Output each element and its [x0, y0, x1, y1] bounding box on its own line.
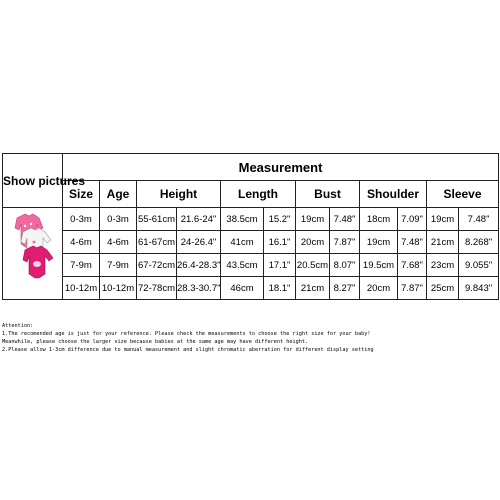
bodysuit-magenta-icon: [23, 246, 53, 278]
cell-sleeve-in: 8.268": [459, 231, 499, 254]
cell-size: 0-3m: [63, 208, 100, 231]
header-bust: Bust: [296, 181, 360, 208]
notes-heading: Attention:: [2, 323, 34, 329]
note-age-reference: 1.The recomended age is just for your reference. Please check the measurements to choose the right size for your baby!: [2, 331, 371, 337]
cell-length-cm: 43.5cm: [221, 254, 264, 277]
cell-length-in: 18.1": [264, 277, 296, 300]
header-shoulder: Shoulder: [360, 181, 427, 208]
cell-length-in: 16.1": [264, 231, 296, 254]
cell-sleeve-cm: 23cm: [427, 254, 459, 277]
cell-shoulder-cm: 19.5cm: [360, 254, 398, 277]
cell-age: 0-3m: [100, 208, 137, 231]
header-age: Age: [100, 181, 137, 208]
note-larger-size: Meanwhile, please choose the larger size because babies at the same age may have different height.: [2, 339, 309, 345]
cell-height-in: 24-26.4": [177, 231, 221, 254]
cell-bust-cm: 19cm: [296, 208, 330, 231]
cell-height-cm: 72-78cm: [137, 277, 177, 300]
cell-sleeve-cm: 19cm: [427, 208, 459, 231]
product-picture-cell: [3, 208, 63, 300]
cell-height-in: 21.6-24": [177, 208, 221, 231]
cell-sleeve-in: 9.843": [459, 277, 499, 300]
cell-height-cm: 55-61cm: [137, 208, 177, 231]
cell-sleeve-in: 9.055": [459, 254, 499, 277]
table-row: [3, 231, 499, 254]
size-chart-table: [2, 153, 499, 300]
cell-height-in: 28.3-30.7": [177, 277, 221, 300]
table-row: [3, 208, 499, 231]
cell-sleeve-cm: 21cm: [427, 231, 459, 254]
bodysuit-product-image: [9, 210, 55, 280]
cell-shoulder-in: 7.48": [398, 231, 427, 254]
cell-height-cm: 67-72cm: [137, 254, 177, 277]
cell-shoulder-in: 7.09": [398, 208, 427, 231]
cell-bust-cm: 20.5cm: [296, 254, 330, 277]
cell-shoulder-cm: 18cm: [360, 208, 398, 231]
header-sleeve: Sleeve: [427, 181, 499, 208]
header-size: Size: [63, 181, 100, 208]
table-row: [3, 254, 499, 277]
cell-bust-in: 7.87": [330, 231, 360, 254]
header-length: Length: [221, 181, 296, 208]
cell-bust-in: 7.48": [330, 208, 360, 231]
table-row: [3, 277, 499, 300]
cell-bust-cm: 21cm: [296, 277, 330, 300]
cell-sleeve-cm: 25cm: [427, 277, 459, 300]
cell-shoulder-in: 7.87": [398, 277, 427, 300]
cell-age: 10-12m: [100, 277, 137, 300]
cell-bust-cm: 20cm: [296, 231, 330, 254]
note-measurement-difference: 2.Please allow 1-3cm difference due to manual measurement and slight chromatic aberration for different display setting: [2, 347, 374, 353]
cell-bust-in: 8.07": [330, 254, 360, 277]
cell-shoulder-cm: 20cm: [360, 277, 398, 300]
cell-sleeve-in: 7.48": [459, 208, 499, 231]
cell-size: 10-12m: [63, 277, 100, 300]
header-height: Height: [137, 181, 221, 208]
cell-length-cm: 38.5cm: [221, 208, 264, 231]
attention-notes: [2, 322, 498, 354]
cell-age: 4-6m: [100, 231, 137, 254]
cell-bust-in: 8.27": [330, 277, 360, 300]
cell-age: 7-9m: [100, 254, 137, 277]
cell-shoulder-cm: 19cm: [360, 231, 398, 254]
show-pictures-label: Show pictures: [3, 173, 86, 188]
cell-length-in: 17.1": [264, 254, 296, 277]
cell-length-cm: 41cm: [221, 231, 264, 254]
measurement-header: Measurement: [63, 154, 499, 181]
cell-size: 7-9m: [63, 254, 100, 277]
cell-shoulder-in: 7.68": [398, 254, 427, 277]
cell-length-in: 15.2": [264, 208, 296, 231]
cell-height-cm: 61-67cm: [137, 231, 177, 254]
cell-size: 4-6m: [63, 231, 100, 254]
cell-height-in: 26.4-28.3": [177, 254, 221, 277]
cell-length-cm: 46cm: [221, 277, 264, 300]
